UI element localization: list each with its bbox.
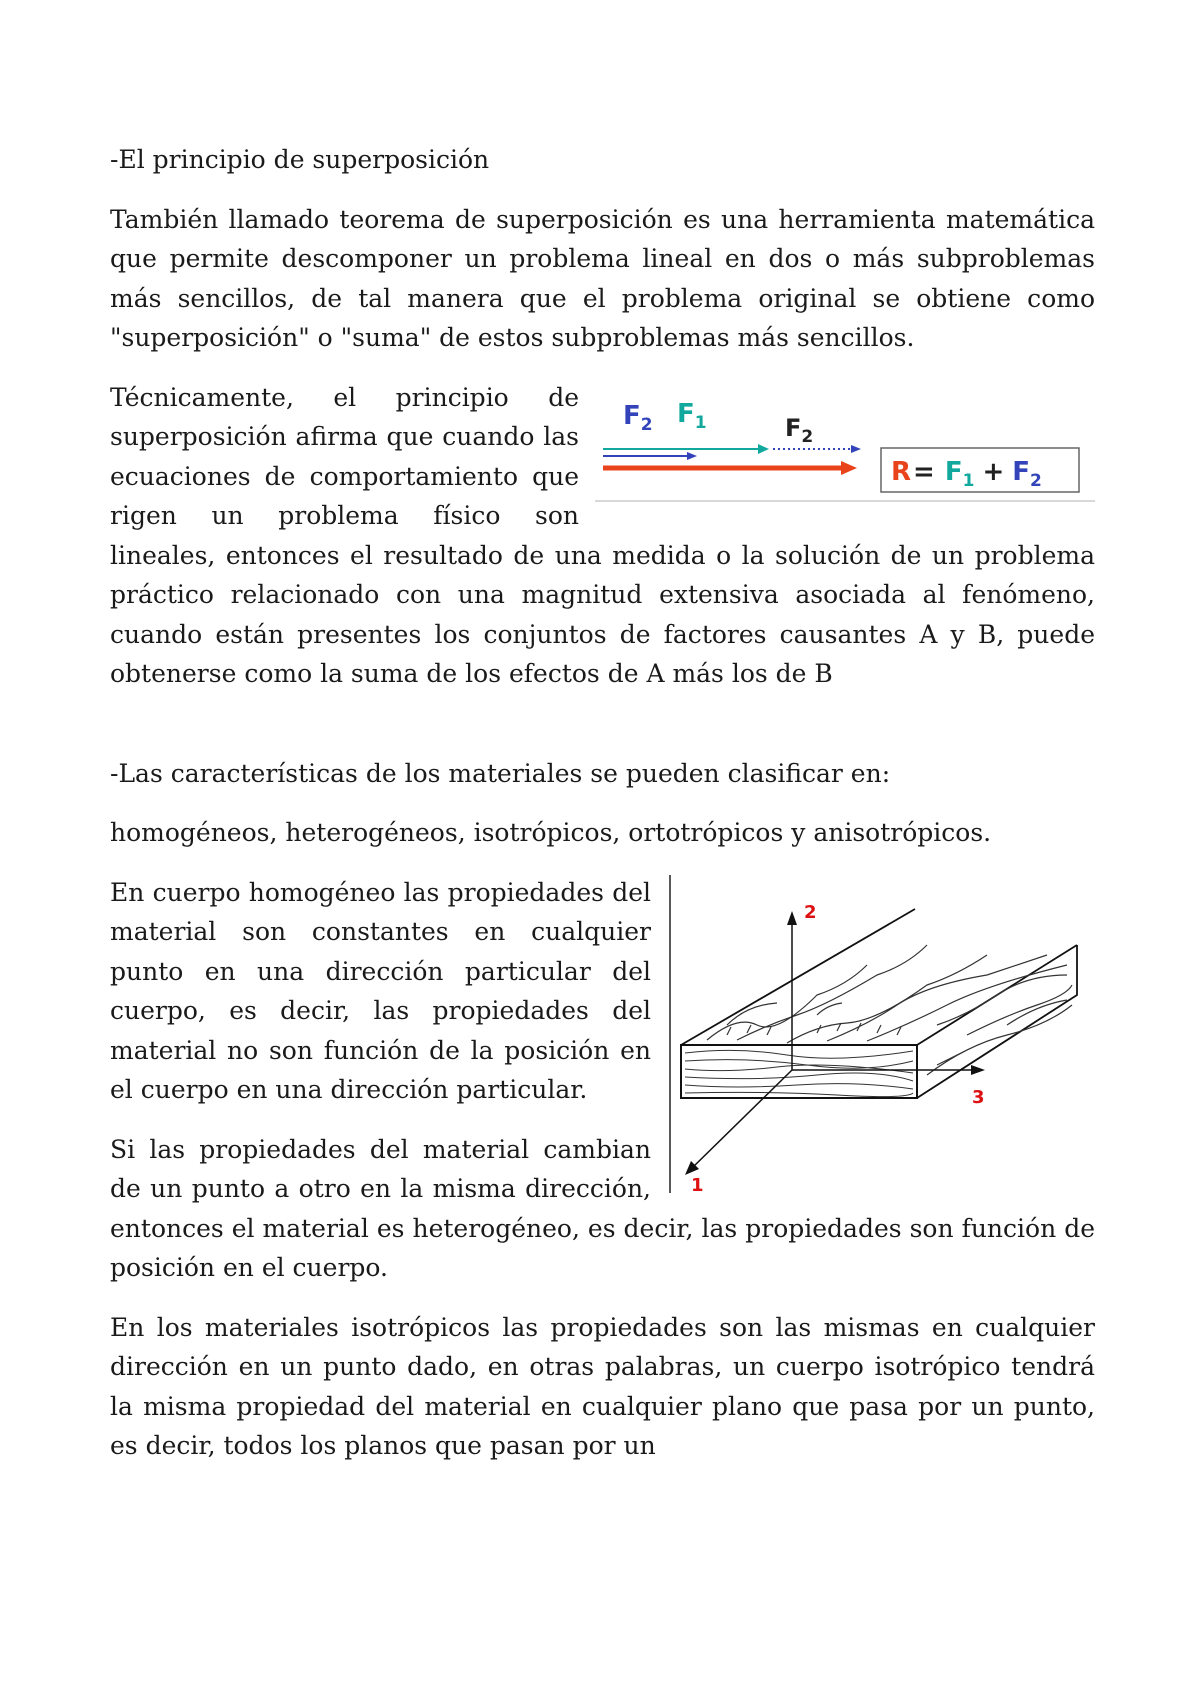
paragraph-isotropic: En los materiales isotrópicos las propiedades son las mismas en cualquier dirección en un punto dado, en otras palabras, un cuerpo isotrópico tendrá la misma propiedad del material en cualquier plano que pasa por un punto, es decir, todos los planos que pasan por un — [110, 1312, 1095, 1460]
svg-text:F1 — [677, 399, 707, 433]
result-F2-sub: 2 — [1030, 470, 1042, 491]
result-F1: F — [944, 456, 963, 487]
f1-arrowhead — [758, 444, 769, 454]
wood-orthotropic-axes-figure — [667, 875, 1095, 1201]
result-equals: = — [913, 456, 935, 487]
force-superposition-figure — [595, 376, 1095, 528]
f2-label: F — [623, 400, 641, 431]
f2-shifted-subscript: 2 — [801, 426, 814, 447]
axis-3-arrowhead — [971, 1065, 985, 1075]
paragraph-homogeneous: En cuerpo homogéneo las propiedades del material son constantes en cualquier punto en una dirección particular del cuerpo, es decir, las propiedades del material no son función de la posición en el cuerpo en una dirección particular. — [110, 877, 651, 1104]
resultant-arrowhead — [841, 461, 857, 475]
wood-front-face — [681, 1045, 917, 1098]
axis-1-label: 1 — [691, 1174, 704, 1196]
result-F1-sub: 1 — [962, 470, 975, 491]
result-R: R — [891, 456, 912, 487]
result-plus: + — [982, 456, 1005, 487]
wood-hatch-marks — [727, 1023, 901, 1035]
paragraph-superposition-definition: También llamado teorema de superposición es una herramienta matemática que permite descomponer un problema lineal en dos o más subproblemas más sencillos, de tal manera que el problema original se obtiene como "superposición" o "suma" de estos subproblemas más sencillos. — [110, 204, 1095, 352]
materials-classification-list: homogéneos, heterogéneos, isotrópicos, ortotrópicos y anisotrópicos. — [110, 818, 992, 847]
axis-3-label: 3 — [972, 1086, 985, 1108]
f2-subscript: 2 — [640, 414, 653, 435]
section-heading-superposition: -El principio de superposición — [110, 145, 490, 174]
f2-arrowhead — [687, 452, 697, 460]
section-spacer — [110, 714, 1095, 754]
wood-top-left-edge — [681, 909, 915, 1045]
paragraph-superposition-technical: Técnicamente, el principio de superposición afirma que cuando las ecuaciones de comportamiento que rigen un problema físico son lineales, entonces el resultado de una medida o la solución de un problema práctico relacionado con una magnitud extensiva asociada al fenómeno, cuando están presentes los conjuntos de factores causantes A y B, puede obtenerse como la suma de los efectos de A más los de B — [110, 382, 1095, 688]
axis-2-label: 2 — [804, 901, 817, 923]
f2-shifted-arrowhead — [851, 445, 861, 453]
f1-label: F — [677, 398, 695, 429]
paragraph-heterogeneous: Si las propiedades del material cambian de un punto a otro en la misma dirección, entonces el material es heterogéneo, es decir, las propiedades son función de posición en el cuerpo. — [110, 1134, 1095, 1282]
svg-text:F2 — [785, 414, 813, 447]
document-page — [110, 140, 1095, 1486]
section-heading-materials: -Las características de los materiales se pueden clasificar en: — [110, 758, 891, 788]
svg-text:F2 — [623, 401, 653, 435]
f1-subscript: 1 — [694, 412, 707, 433]
result-F2: F — [1012, 456, 1030, 487]
axis-2-arrowhead — [787, 911, 797, 925]
wood-side-face — [917, 945, 1077, 1098]
f2-shifted-label: F — [785, 413, 802, 442]
